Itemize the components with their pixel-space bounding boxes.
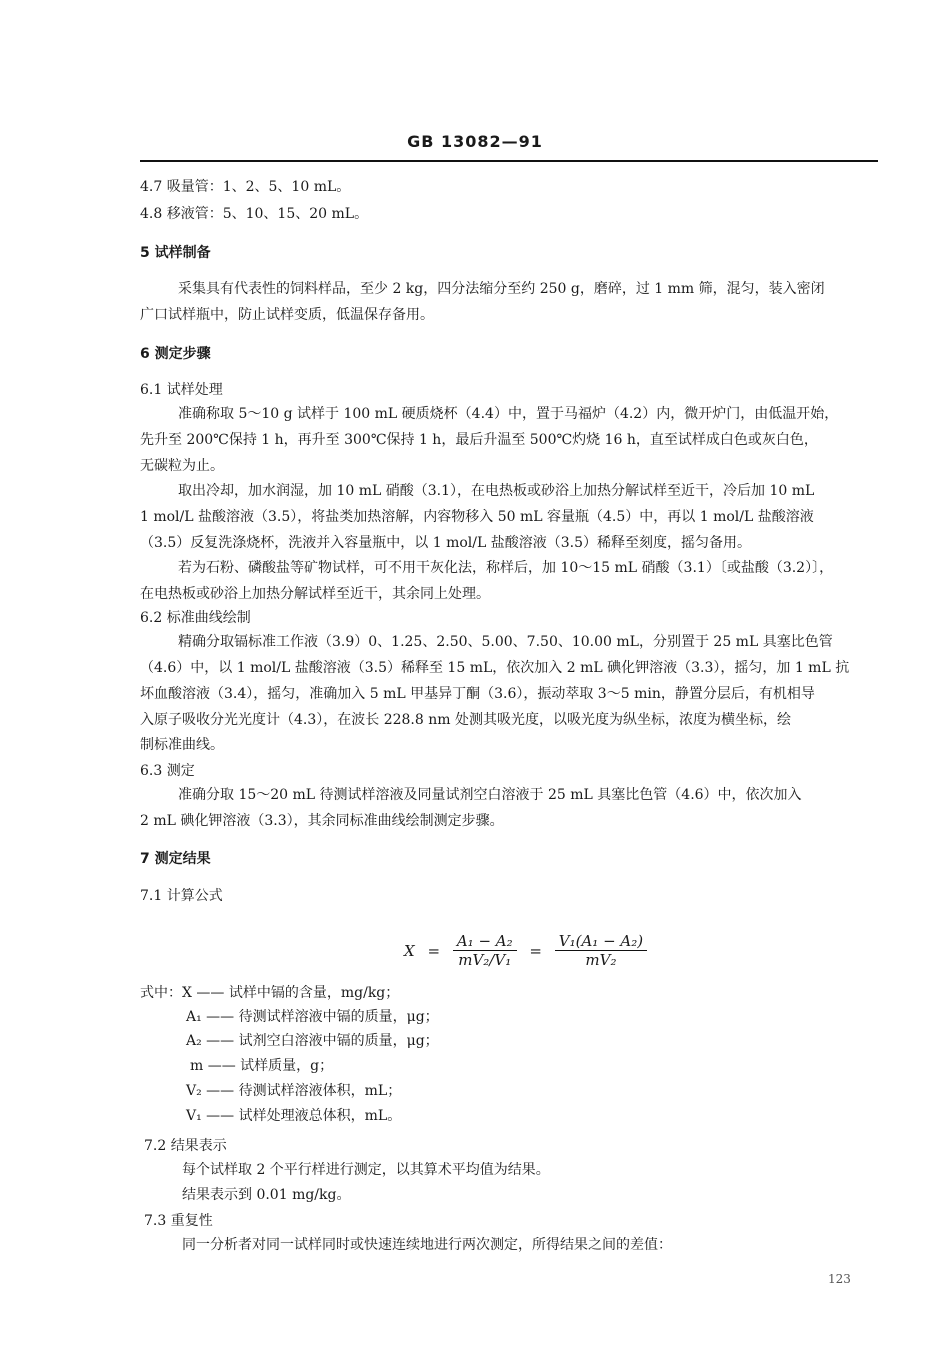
para-line: 若为石粉、磷酸盐等矿物试样，可不用干灰化法，称样后，加 10～15 mL 硝酸（3.1）〔或盐酸（3.2）〕，	[178, 560, 834, 576]
variable-definition: A₂ —— 试剂空白溶液中镉的质量，μg；	[186, 1033, 439, 1049]
para-line: 同一分析者对同一试样同时或快速连续地进行两次测定，所得结果之间的差值：	[182, 1237, 672, 1253]
para-line: 在电热板或砂浴上加热分解试样至近干，其余同上处理。	[140, 586, 490, 602]
variable-definition: A₁ —— 待测试样溶液中镉的质量，μg；	[186, 1009, 439, 1025]
para-line: 入原子吸收分光光度计（4.3），在波长 228.8 nm 处测其吸光度，以吸光度为纵坐标，浓度为横坐标，绘	[140, 712, 791, 728]
section-6-title: 6 测定步骤	[140, 346, 211, 362]
section-5-para-line: 采集具有代表性的饲料样品，至少 2 kg，四分法缩分至约 250 g，磨碎，过 1 mm 筛，混匀，装入密闭	[178, 281, 825, 297]
standard-number: GB 13082—91	[407, 132, 543, 151]
para-line: 精确分取镉标准工作液（3.9）0、1.25、2.50、5.00、7.50、10.00 mL，分别置于 25 mL 具塞比色管	[178, 634, 833, 650]
para-line: 坏血酸溶液（3.4），摇匀，准确加入 5 mL 甲基异丁酮（3.6），振动萃取 3～5 min，静置分层后，有机相导	[140, 686, 815, 702]
para-line: 1 mol/L 盐酸溶液（3.5），将盐类加热溶解，内容物移入 50 mL 容量瓶（4.5）中，再以 1 mol/L 盐酸溶液	[140, 509, 814, 525]
variable-definition: m —— 试样质量，g；	[190, 1058, 334, 1074]
para-line: 准确称取 5～10 g 试样于 100 mL 硬质烧杯（4.4）中，置于马福炉（4.2）内，微开炉门，由低温开始，	[178, 406, 839, 422]
para-line: 无碳粒为止。	[140, 458, 224, 474]
para-line: （4.6）中，以 1 mol/L 盐酸溶液（3.5）稀释至 15 mL，依次加入 2 mL 碘化钾溶液（3.3），摇匀，加 1 mL 抗	[140, 660, 850, 676]
para-line: 先升至 200℃保持 1 h，再升至 300℃保持 1 h，最后升温至 500℃灼烧 16 h，直至试样成白色或灰白色，	[140, 432, 818, 448]
formula-equals: =	[529, 941, 542, 960]
item-4-8: 4.8 移液管：5、10、15、20 mL。	[140, 206, 369, 222]
section-7-title: 7 测定结果	[140, 851, 211, 867]
formula-numerator-1: A₁ − A₂	[453, 932, 517, 951]
page-number: 123	[828, 1272, 851, 1286]
formula-lhs: X	[404, 941, 415, 960]
para-line: 制标准曲线。	[140, 737, 224, 753]
para-line: 取出冷却，加水润湿，加 10 mL 硝酸（3.1），在电热板或砂浴上加热分解试样至近干，冷后加 10 mL	[178, 483, 815, 499]
item-4-7: 4.7 吸量管：1、2、5、10 mL。	[140, 179, 351, 195]
variable-definition: V₁ —— 试样处理液总体积，mL。	[186, 1108, 402, 1124]
subsection-6-3-title: 6.3 测定	[140, 763, 195, 779]
section-5-para-line: 广口试样瓶中，防止试样变质，低温保存备用。	[140, 307, 434, 323]
section-5-title: 5 试样制备	[140, 245, 211, 261]
formula-denominator-1: mV₂/V₁	[458, 951, 512, 969]
calculation-formula	[400, 932, 651, 969]
variable-definition: V₂ —— 待测试样溶液体积，mL；	[186, 1083, 402, 1099]
para-line: 2 mL 碘化钾溶液（3.3），其余同标准曲线绘制测定步骤。	[140, 813, 504, 829]
formula-numerator-2: V₁(A₁ − A₂)	[555, 932, 647, 951]
formula-fraction-1	[453, 932, 517, 969]
subsection-6-2-title: 6.2 标准曲线绘制	[140, 610, 251, 626]
formula-fraction-2	[555, 932, 647, 969]
subsection-7-1-title: 7.1 计算公式	[140, 888, 223, 904]
para-line: 每个试样取 2 个平行样进行测定，以其算术平均值为结果。	[182, 1162, 550, 1178]
where-clause: 式中：X —— 试样中镉的含量，mg/kg；	[140, 985, 400, 1001]
formula-denominator-2: mV₂	[585, 951, 617, 969]
header-rule	[140, 160, 878, 162]
subsection-6-1-title: 6.1 试样处理	[140, 382, 223, 398]
para-line: 结果表示到 0.01 mg/kg。	[182, 1187, 351, 1203]
subsection-7-3-title: 7.3 重复性	[144, 1213, 213, 1229]
formula-equals: =	[427, 941, 441, 960]
para-line: 准确分取 15～20 mL 待测试样溶液及同量试剂空白溶液于 25 mL 具塞比色管（4.6）中，依次加入	[178, 787, 802, 803]
para-line: （3.5）反复洗涤烧杯，洗液并入容量瓶中，以 1 mol/L 盐酸溶液（3.5）稀释至刻度，摇匀备用。	[140, 535, 751, 551]
subsection-7-2-title: 7.2 结果表示	[144, 1138, 227, 1154]
